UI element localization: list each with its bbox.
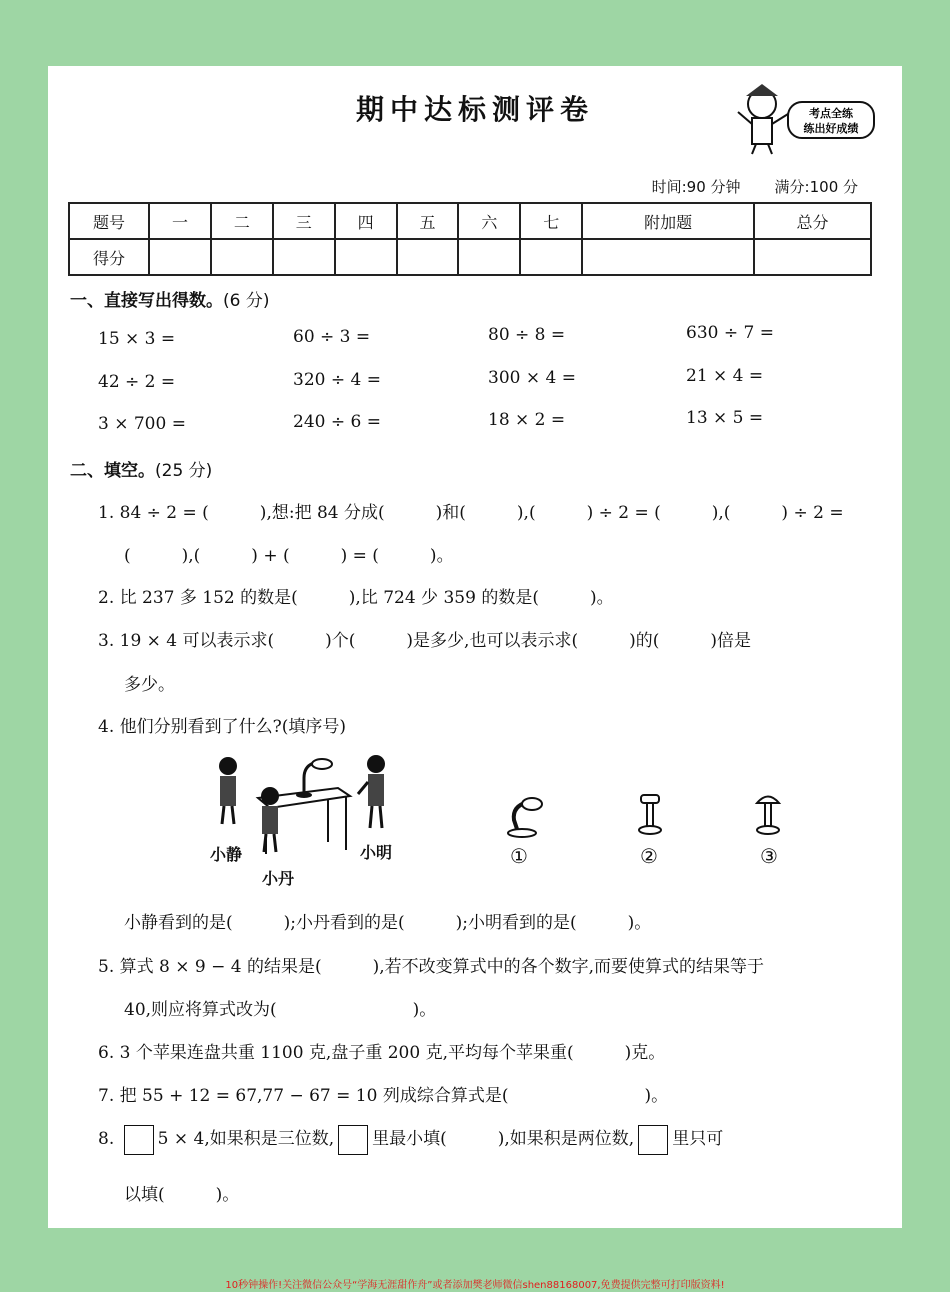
question-8-cont: 以填( )。 (124, 1185, 240, 1205)
score-cell[interactable] (335, 239, 397, 275)
score-table-header-row (69, 203, 871, 239)
label-xiaojing: 小静 (210, 845, 243, 864)
mascot-line2: 练出好成绩 (803, 122, 859, 135)
question-3-cont: 多少。 (124, 675, 175, 695)
section2-points: (25 分) (155, 461, 213, 481)
score-cell[interactable] (458, 239, 520, 275)
section2-title: 二、填空。 (70, 461, 155, 481)
question-5-cont: 40,则应将算式改为( )。 (124, 1000, 437, 1020)
score-cell[interactable] (273, 239, 335, 275)
col-header: 七 (520, 203, 582, 239)
option-3: ③ (760, 844, 778, 868)
question-4: 4. 他们分别看到了什么?(填序号) (98, 717, 347, 737)
calc-item: 80 ÷ 8 = (488, 325, 566, 345)
calc-item: 60 ÷ 3 = (293, 327, 371, 347)
section1-points: (6 分) (223, 291, 270, 311)
page-title: 期中达标测评卷 (355, 93, 594, 126)
question-8-part-b: 里最小填( ),如果积是两位数, (372, 1129, 635, 1149)
option-2: ② (640, 844, 658, 868)
question-1-cont: ( ),( ) + ( ) = ( )。 (124, 546, 454, 566)
calc-item: 240 ÷ 6 = (293, 412, 381, 432)
col-header: 一 (149, 203, 211, 239)
section1-heading (70, 286, 269, 311)
score-table-score-row (69, 239, 871, 275)
section1-title: 一、直接写出得数。 (70, 291, 223, 311)
col-header: 四 (335, 203, 397, 239)
question-8-part-c: 里只可 (672, 1129, 724, 1149)
calc-item: 3 × 700 = (98, 414, 186, 434)
lamp-side-view-icon (504, 794, 546, 838)
lamp-front-view-icon (754, 792, 782, 836)
option-1: ① (510, 844, 528, 868)
label-xiaodan: 小丹 (262, 869, 295, 888)
score-table (68, 202, 872, 276)
mascot-line1: 考点全练 (809, 107, 853, 120)
col-header: 三 (273, 203, 335, 239)
col-header: 二 (211, 203, 273, 239)
child-xiaoming-illustration (354, 752, 398, 844)
question-4-answer: 小静看到的是( );小丹看到的是( );小明看到的是( )。 (124, 913, 652, 933)
question-8-part-a: 5 × 4,如果积是三位数, (157, 1129, 335, 1149)
question-8 (98, 1124, 723, 1155)
label-xiaoming: 小明 (360, 843, 393, 862)
promo-footer: 10秒钟操作!关注微信公众号“学海无涯甜作舟”或者添加樊老师微信shen88168007,免费提供完整可打印版资料! (225, 1280, 725, 1291)
blank-box[interactable] (638, 1125, 668, 1155)
calc-item: 300 × 4 = (488, 368, 576, 388)
time-info (652, 176, 858, 197)
calc-item: 21 × 4 = (686, 366, 764, 386)
calc-item: 320 ÷ 4 = (293, 370, 381, 390)
question-1: 1. 84 ÷ 2 = ( ),想:把 84 分成( )和( ),( ) ÷ 2 = ( ),( ) ÷ 2 = (98, 503, 844, 523)
blank-box[interactable] (124, 1125, 154, 1155)
time-limit: 时间:90 分钟 (651, 178, 741, 196)
col-header: 总分 (754, 203, 871, 239)
score-cell[interactable] (149, 239, 211, 275)
score-cell[interactable] (582, 239, 754, 275)
score-cell[interactable] (211, 239, 273, 275)
exam-paper (48, 66, 902, 1228)
full-score: 满分:100 分 (774, 178, 858, 196)
blank-box[interactable] (338, 1125, 368, 1155)
question-5: 5. 算式 8 × 9 − 4 的结果是( ),若不改变算式中的各个数字,而要使算式的结果等于 (98, 957, 765, 977)
question-7: 7. 把 55 + 12 = 67,77 − 67 = 10 列成综合算式是( )。 (98, 1086, 669, 1106)
calc-item: 15 × 3 = (98, 329, 176, 349)
calc-item: 42 ÷ 2 = (98, 372, 176, 392)
row-header-question-number: 题号 (69, 203, 149, 239)
row-header-score: 得分 (69, 239, 149, 275)
col-header: 附加题 (582, 203, 754, 239)
question-8-number: 8. (98, 1129, 115, 1149)
question-2: 2. 比 237 多 152 的数是( ),比 724 少 359 的数是( )。 (98, 588, 614, 608)
col-header: 六 (458, 203, 520, 239)
calc-item: 630 ÷ 7 = (686, 323, 774, 343)
score-cell[interactable] (397, 239, 459, 275)
calc-item: 18 × 2 = (488, 410, 566, 430)
question-3: 3. 19 × 4 可以表示求( )个( )是多少,也可以表示求( )的( )倍是 (98, 631, 751, 651)
calc-item: 13 × 5 = (686, 408, 764, 428)
score-cell[interactable] (520, 239, 582, 275)
score-cell[interactable] (754, 239, 871, 275)
col-header: 五 (397, 203, 459, 239)
section2-heading (70, 456, 212, 481)
question-6: 6. 3 个苹果连盘共重 1100 克,盘子重 200 克,平均每个苹果重( )克。 (98, 1043, 666, 1063)
lamp-back-view-icon (636, 792, 664, 836)
cartoon-student-mascot-icon (732, 76, 882, 156)
